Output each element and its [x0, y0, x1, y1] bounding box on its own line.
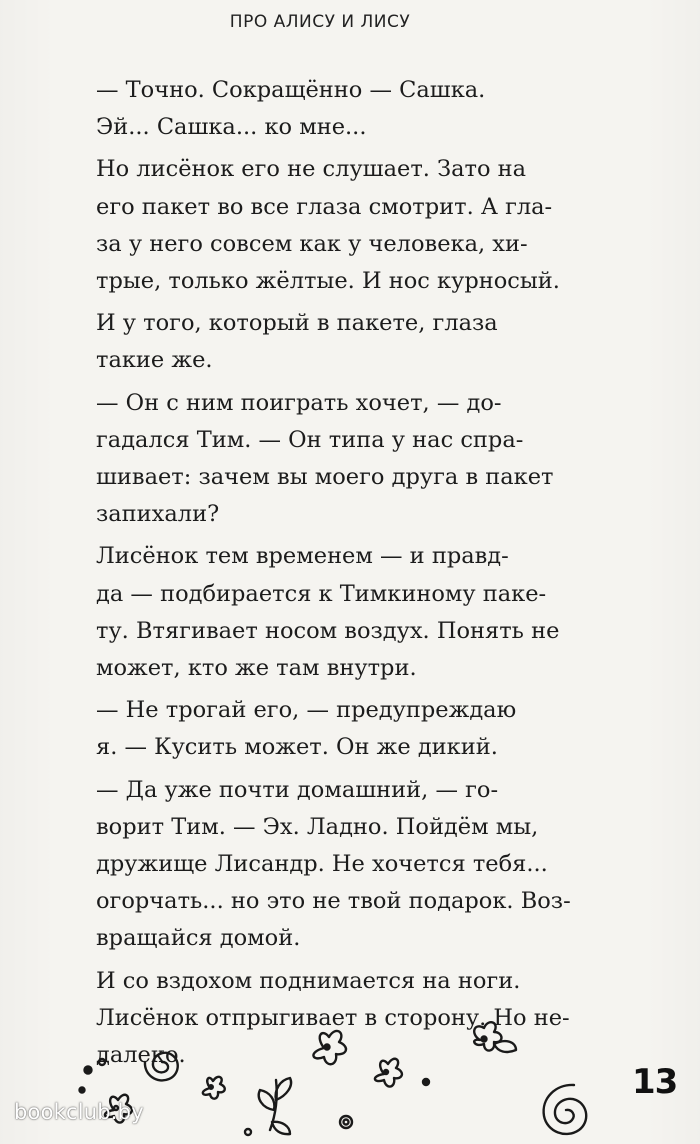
text-line: Но лисёнок его не слушает. Зато на	[96, 156, 527, 183]
text-line: — Не трогай его, — предупреждаю	[96, 697, 517, 724]
spiral-icon	[145, 1053, 178, 1081]
dot-icon	[340, 1079, 429, 1128]
text-line: дружище Лисандр. Не хочется тебя...	[96, 851, 548, 878]
text-line: вращайся домой.	[96, 925, 301, 952]
text-line: — Он с ним поиграть хочет, — до-	[96, 389, 502, 416]
paragraph-7	[96, 772, 596, 958]
text-line: далеко.	[96, 1042, 186, 1069]
dot-icon	[80, 1059, 106, 1093]
paragraph-1	[96, 72, 596, 146]
text-line: И у того, который в пакете, глаза	[96, 310, 498, 337]
flower-icon	[375, 1059, 402, 1087]
text-line: ту. Втягивает носом воздух. Понять не	[96, 617, 560, 644]
body-text	[96, 72, 596, 1079]
paragraph-6	[96, 692, 596, 766]
text-line: такие же.	[96, 347, 213, 374]
text-line: да — подбирается к Тимкиному паке-	[96, 580, 547, 607]
paragraph-5	[96, 538, 596, 687]
paragraph-2	[96, 151, 596, 300]
text-line: может, кто же там внутри.	[96, 655, 417, 682]
page-number: 13	[632, 1062, 678, 1102]
text-line: И со вздохом поднимается на ноги.	[96, 967, 521, 994]
text-line: ворит Тим. — Эх. Ладно. Пойдём мы,	[96, 813, 539, 840]
text-line: трые, только жёлтые. И нос курносый.	[96, 268, 560, 295]
floral-ornament	[70, 1010, 630, 1140]
text-line: Лисёнок отпрыгивает в сторону. Но не-	[96, 1004, 570, 1031]
text-line: гадался Тим. — Он типа у нас спра-	[96, 426, 524, 453]
text-line: шивает: зачем вы моего друга в пакет	[96, 464, 554, 491]
text-line: запихали?	[96, 501, 220, 528]
text-line: его пакет во все глаза смотрит. А гла-	[96, 193, 553, 220]
leaf-sprig-icon	[245, 1078, 291, 1135]
text-line: Эй... Сашка... ко мне...	[96, 114, 367, 141]
text-line: Лисёнок тем временем — и правд-	[96, 543, 509, 570]
flower-icon	[474, 1022, 516, 1052]
watermark-text: bookclub.by	[14, 1100, 144, 1124]
text-line: за у него совсем как у человека, хи-	[96, 230, 528, 257]
text-line: — Точно. Сокращённо — Сашка.	[96, 77, 486, 103]
flower-icon	[313, 1031, 346, 1064]
spiral-icon	[544, 1085, 587, 1134]
paragraph-3	[96, 305, 596, 379]
text-line: — Да уже почти домашний, — го-	[96, 776, 499, 803]
text-line: огорчать... но это не твой подарок. Воз-	[96, 888, 571, 915]
running-title: ПРО АЛИСУ И ЛИСУ	[229, 12, 411, 32]
flower-icon	[203, 1077, 225, 1099]
paragraph-4	[96, 385, 596, 534]
text-line: я. — Кусить может. Он же дикий.	[96, 734, 498, 761]
